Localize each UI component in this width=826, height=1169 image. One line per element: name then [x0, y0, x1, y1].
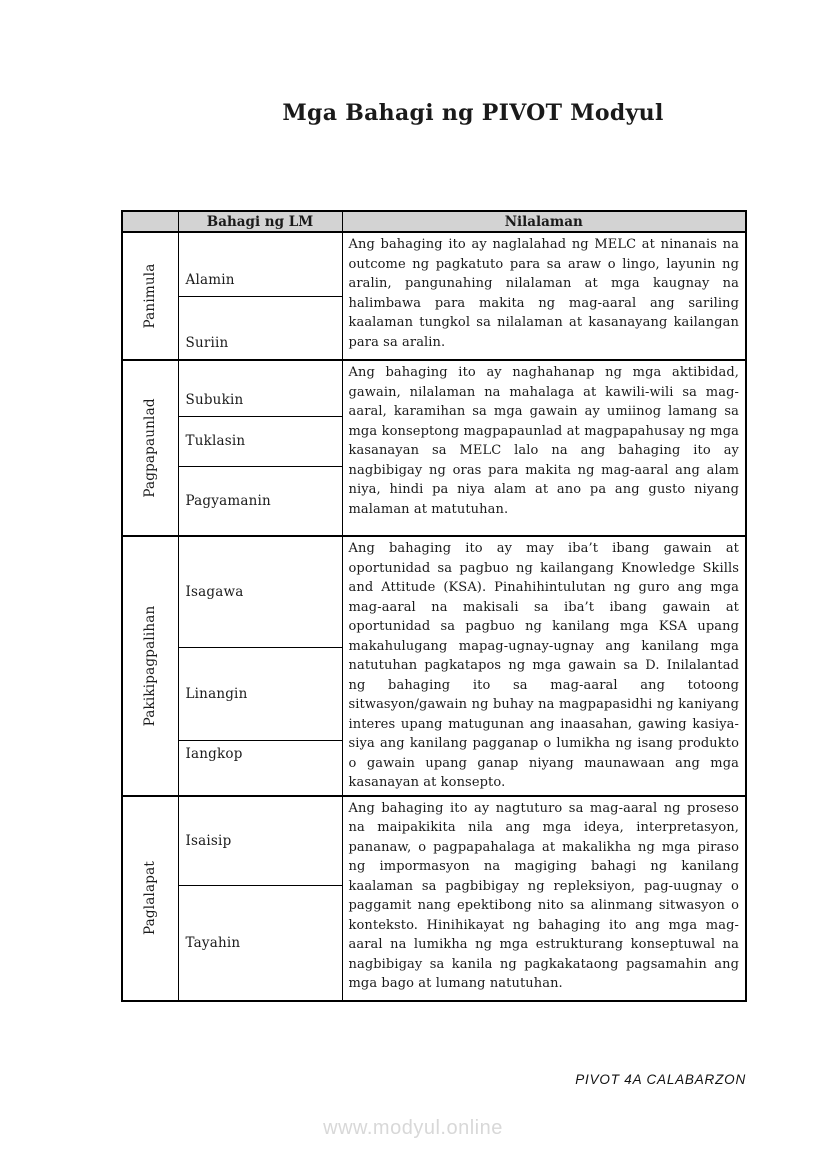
part-cell-alamin: Alamin [178, 232, 342, 296]
table-row [122, 796, 746, 886]
footer-text: PIVOT 4A CALABARZON [575, 1072, 746, 1087]
module-parts-table [121, 210, 747, 1002]
content-cell-pakikipagpalihan: Ang bahaging ito ay may iba’t ibang gawain at oportunidad sa pagbuo ng kailangang Knowledge Skills and Attitude (KSA). Pinahihintulutan ng guro ang mga mag-aaral na makisali sa iba’t ibang gawain at oportunidad sa pagbuo ng kanilang mga KSA upang makahulugang mapag-ugnay-ugnay ang kanilang mga natutuhan pagkatapos ng mga gawain sa D. Inilalantad ng bahaging ito sa mag-aaral ang totoong sitwasyon/gawain ng buhay na magpapasidhi ng kaniyang interes upang matugunan ang inaasahan, gawing kasiya-siya ang kanilang pagganap o lumikha ng isang produkto o gawain upang ganap niyang maunawaan ang mga kasanayan at konsepto. [342, 536, 746, 796]
content-cell-paglalapat: Ang bahaging ito ay nagtuturo sa mag-aaral ng proseso na maipakikita nila ang mga ideya, interpretasyon, pananaw, o pagpapahalaga at makalikha ng mga piraso ng impormasyon na magiging bahagi ng kanilang kaalaman sa pagbibigay ng repleksiyon, pag-uugnay o paggamit nang epektibong nito sa alinmang sitwasyon o konteksto. Hinihikayat ng bahaging ito ang mga mag-aaral na lumikha ng mga estrukturang konseptuwal na nagbibigay sa kanila ng pagkakataong pagsamahin ang mga bago at lumang natutuhan. [342, 796, 746, 1001]
stage-label: Paglalapat [142, 860, 159, 936]
table-row [122, 232, 746, 296]
stage-cell-panimula [122, 232, 178, 360]
part-cell-isagawa: Isagawa [178, 536, 342, 648]
part-cell-linangin: Linangin [178, 648, 342, 741]
part-cell-pagyamanin: Pagyamanin [178, 466, 342, 536]
stage-label: Pakikipagpalihan [142, 605, 159, 727]
watermark-text: www.modyul.online [323, 1117, 503, 1139]
table-row [122, 360, 746, 416]
part-cell-isaisip: Isaisip [178, 796, 342, 886]
stage-cell-paglalapat [122, 796, 178, 1001]
content-cell-panimula: Ang bahaging ito ay naglalahad ng MELC at ninanais na outcome ng pagkatuto para sa araw o lingo, layunin ng aralin, pangunahing nilalaman at mga kaugnay na halimbawa para makita ng mag-aaral ang sariling kaalaman tungkol sa nilalaman at kasanayang kailangan para sa aralin. [342, 232, 746, 360]
part-cell-tayahin: Tayahin [178, 886, 342, 1001]
stage-column-header [122, 211, 178, 232]
table-row [122, 536, 746, 648]
page-title: Mga Bahagi ng PIVOT Modyul [282, 100, 664, 126]
content-column-header: Nilalaman [342, 211, 746, 232]
part-cell-subukin: Subukin [178, 360, 342, 416]
content-cell-pagpapaunlad: Ang bahaging ito ay naghahanap ng mga aktibidad, gawain, nilalaman na mahalaga at kawili-wili sa mag-aaral, karamihan sa mga gawain ay umiinog lamang sa mga konseptong magpapaunlad at magpapahusay ng mga kasanayan sa MELC lalo na ang bahaging ito ay nagbibigay ng oras para makita ng mag-aaral ang alam niya, hindi pa niya alam at ano pa ang gusto niyang malaman at matutuhan. [342, 360, 746, 536]
table-header-row [122, 211, 746, 232]
stage-cell-pagpapaunlad [122, 360, 178, 536]
stage-label: Pagpapaunlad [142, 398, 159, 498]
lm-parts-column-header: Bahagi ng LM [178, 211, 342, 232]
part-cell-iangkop: Iangkop [178, 741, 342, 796]
part-cell-tuklasin: Tuklasin [178, 416, 342, 466]
stage-label: Panimula [142, 263, 159, 329]
stage-cell-pakikipagpalihan [122, 536, 178, 796]
part-cell-suriin: Suriin [178, 296, 342, 360]
